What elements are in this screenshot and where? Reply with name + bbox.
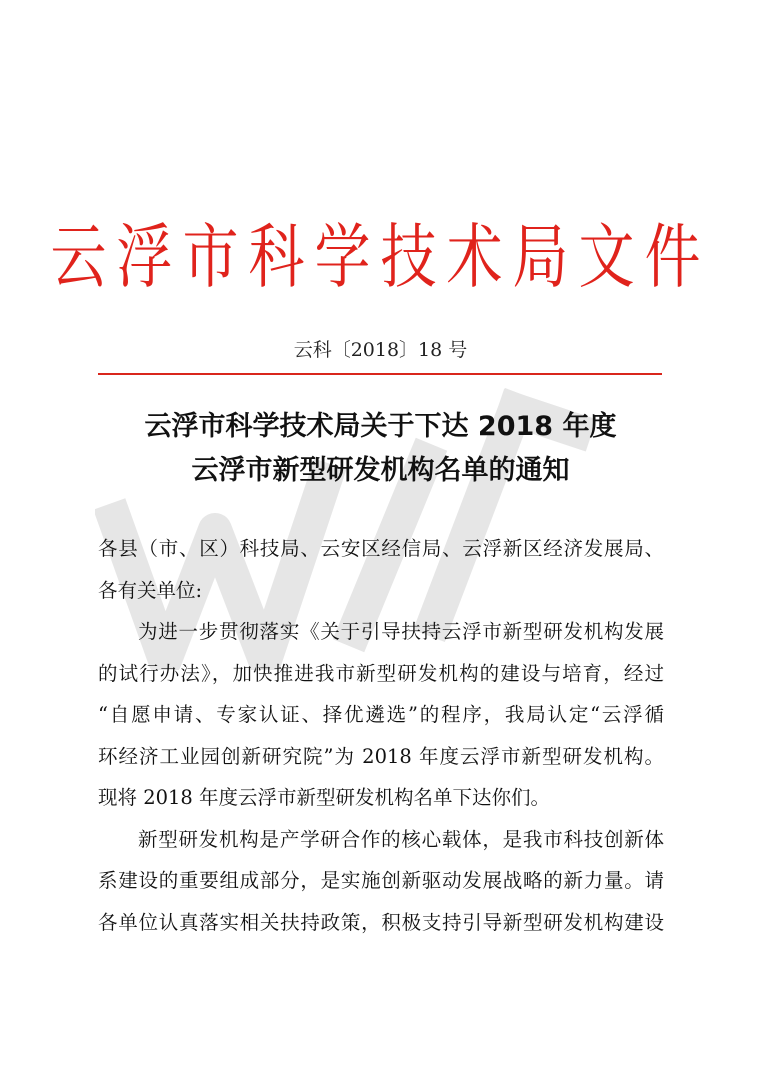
notice-title-line-1: 云浮市科学技术局关于下达 2018 年度: [144, 411, 617, 442]
paragraph-line: 的试行办法》，加快推进我市新型研发机构的建设与培育，经过: [98, 661, 664, 685]
document-number: 云科〔2018〕18 号: [293, 339, 468, 361]
notice-title: [0, 405, 761, 493]
red-divider-line: [98, 373, 662, 375]
addressee-line: 各县（市、区）科技局、云安区经信局、云浮新区经济发展局、: [98, 537, 664, 560]
paragraph-line: “自愿申请、专家认证、择优遴选”的程序，我局认定“云浮循: [98, 703, 664, 726]
paragraph-line: 现将 2018 年度云浮市新型研发机构名单下达你们。: [98, 786, 551, 809]
paragraph-line: 系建设的重要组成部分，是实施创新驱动发展战略的新力量。请: [98, 869, 664, 892]
paragraph-line: 环经济工业园创新研究院”为 2018 年度云浮市新型研发机构。: [98, 744, 664, 768]
paragraph-line: 各单位认真落实相关扶持政策，积极支持引导新型研发机构建设: [98, 910, 664, 934]
notice-title-line-2: 云浮市新型研发机构名单的通知: [191, 455, 570, 486]
paragraph-line: 为进一步贯彻落实《关于引导扶持云浮市新型研发机构发展: [138, 620, 664, 643]
notice-body: [98, 528, 664, 943]
paragraph-line: 新型研发机构是产学研合作的核心载体，是我市科技创新体: [138, 827, 664, 851]
org-header-title: 云浮市科学技术局文件: [50, 217, 711, 299]
addressee-line: 各有关单位:: [98, 578, 203, 602]
